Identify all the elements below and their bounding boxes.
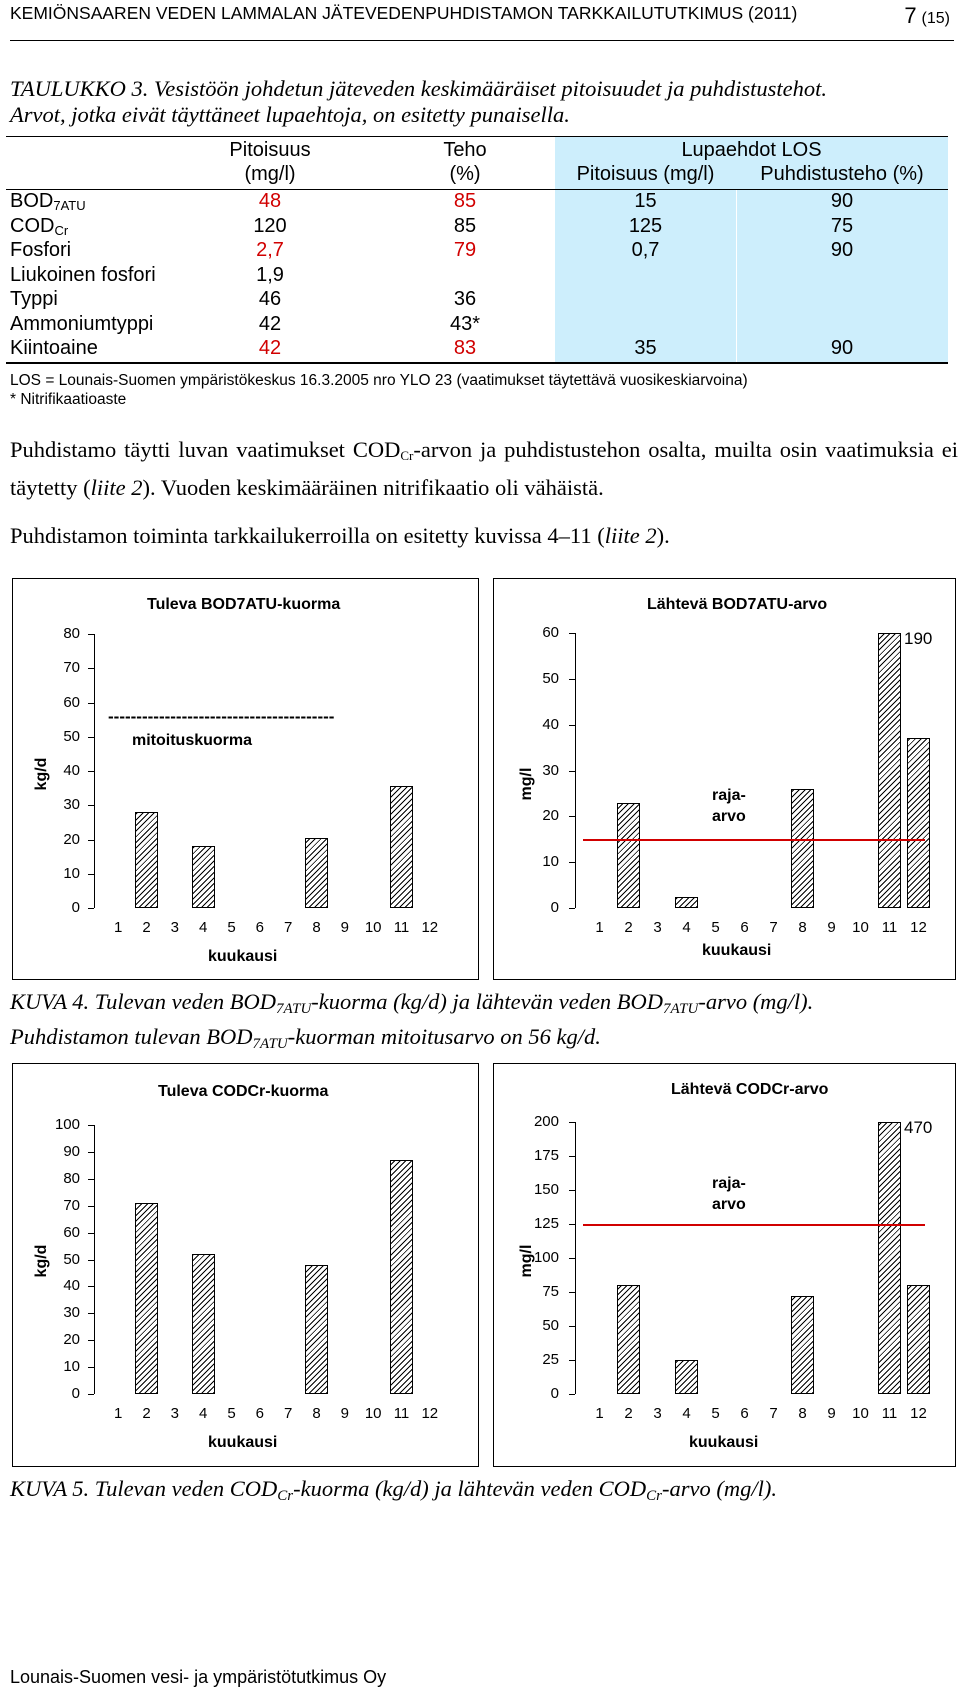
paragraph1-part-a: Puhdistamo täytti luvan vaatimukset COD: [10, 437, 401, 462]
x-tick-label: 11: [881, 919, 898, 936]
table-footnote-nitrification: * Nitrifikaatioaste: [10, 391, 127, 408]
y-tick-mark: [88, 634, 94, 635]
chart-bar: [878, 633, 901, 908]
table-footnote-los: LOS = Lounais-Suomen ympäristökeskus 16.3.2005 nro YLO 23 (vaatimukset täytettävä vuosikeskiarvoina): [10, 372, 748, 389]
x-tick-label: 9: [340, 1405, 349, 1422]
cap4-sub3: 7ATU: [252, 1036, 288, 1052]
x-tick-label: 1: [595, 919, 604, 936]
x-tick-label: 9: [827, 919, 836, 936]
cell-los-pitoisuus: 0,7: [631, 239, 660, 261]
x-tick-label: 3: [653, 919, 662, 936]
y-tick-label: 20: [63, 1331, 80, 1349]
chart-bar: [192, 846, 215, 908]
cell-los-pitoisuus: 125: [628, 214, 663, 237]
x-tick-label: 1: [113, 1405, 123, 1422]
y-tick-mark: [569, 1156, 575, 1157]
x-tick-label: 3: [170, 1405, 179, 1422]
x-axis-label: kuukausi: [208, 948, 278, 965]
y-tick-mark: [88, 1233, 94, 1234]
y-tick-mark: [569, 725, 575, 726]
header-los-pitoisuus: Pitoisuus (mg/l): [576, 163, 715, 185]
row-name-text: Typpi: [10, 288, 58, 310]
y-axis-label: mg/l: [518, 767, 535, 801]
cell-los-pitoisuus: 35: [634, 337, 657, 359]
y-tick-mark: [88, 805, 94, 806]
header-pitoisuus: Pitoisuus: [229, 139, 311, 161]
y-tick-mark: [88, 874, 94, 875]
row-name: [10, 264, 156, 287]
reference-line-dashed: ----------------------------------------: [108, 707, 335, 727]
chart-bar: [675, 1360, 698, 1394]
row-name: [10, 215, 68, 238]
y-tick-label: 0: [550, 1385, 559, 1402]
x-tick-label: 6: [740, 1405, 749, 1422]
cap4-sub2: 7ATU: [663, 1001, 699, 1017]
x-tick-label: 8: [798, 1405, 807, 1422]
row-name: [10, 313, 153, 336]
cell-los-puhdistusteho: 90: [830, 190, 854, 212]
chart-bar: [192, 1254, 215, 1394]
chart-bar: [305, 1265, 328, 1394]
cap5-c: -arvo (mg/l).: [661, 1476, 777, 1501]
paragraph1-part-b: -arvon ja puhdistustehon osalta, muilta osin vaatimuksia ei täytetty (: [10, 437, 958, 500]
x-tick-label: 7: [769, 1405, 778, 1422]
y-tick-mark: [569, 816, 575, 817]
reference-line-label-1: raja-: [712, 787, 746, 805]
table-caption-line2: Arvot, jotka eivät täyttäneet lupaehtoja, on esitetty punaisella.: [10, 102, 570, 127]
y-axis-label: mg/l: [518, 1244, 535, 1278]
y-tick-mark: [569, 1394, 575, 1395]
x-tick-label: 4: [682, 919, 691, 936]
cap4-line2a: Puhdistamon tulevan BOD: [10, 1024, 253, 1049]
x-tick-label: 6: [255, 1405, 264, 1422]
y-tick-mark: [569, 633, 575, 634]
chart-title: Tuleva CODCr-kuorma: [158, 1083, 329, 1100]
x-tick-label: 12: [910, 1405, 927, 1422]
chart-title: Tuleva BOD7ATU-kuorma: [147, 596, 341, 613]
header-teho-unit: (%): [449, 163, 481, 185]
x-tick-label: 6: [740, 919, 749, 936]
paragraph1-liite: liite 2: [90, 475, 143, 500]
reference-line-raja: [583, 839, 925, 841]
y-tick-label: 60: [63, 1223, 80, 1241]
cell-teho: 85: [453, 190, 477, 212]
x-axis-label: kuukausi: [702, 942, 772, 959]
cap4-b: -kuorma (kg/d) ja lähtevän veden BOD: [311, 989, 664, 1014]
cap5-b: -kuorma (kg/d) ja lähtevän veden COD: [293, 1476, 647, 1501]
chart-bar: [390, 786, 413, 908]
page-number: [904, 3, 950, 29]
row-name: [10, 288, 58, 311]
cap4-a: KUVA 4. Tulevan veden BOD: [10, 989, 276, 1014]
x-tick-label: 7: [769, 919, 778, 936]
y-tick-mark: [569, 1122, 575, 1123]
chart-bar: [390, 1160, 413, 1394]
x-tick-label: 5: [227, 919, 236, 936]
y-tick-label: 40: [63, 1277, 80, 1295]
row-name-text: Ammoniumtyppi: [10, 312, 154, 335]
x-tick-label: 10: [852, 919, 869, 936]
y-tick-mark: [569, 1258, 575, 1259]
table-bottom-rule: [6, 362, 948, 364]
y-tick-mark: [569, 1326, 575, 1327]
cap4-line2b: -kuorman mitoitusarvo on 56 kg/d.: [287, 1024, 601, 1049]
x-tick-label: 8: [312, 1405, 321, 1422]
row-name: [10, 190, 86, 213]
y-tick-mark: [569, 862, 575, 863]
paragraph-figures-ref: [10, 520, 950, 552]
y-tick-label: 70: [63, 659, 80, 677]
row-name: [10, 239, 71, 262]
chart-bar: [675, 897, 698, 908]
chart-title: Lähtevä BOD7ATU-arvo: [647, 596, 828, 613]
chart-bar: [135, 1203, 158, 1394]
y-tick-label: 0: [71, 899, 80, 916]
y-tick-label: 125: [533, 1215, 559, 1232]
cell-teho: 83: [453, 337, 477, 359]
chart-bar: [617, 1285, 640, 1394]
cell-pitoisuus: 120: [253, 214, 287, 237]
x-tick-label: 2: [142, 1405, 151, 1422]
x-axis-label: kuukausi: [208, 1434, 278, 1451]
x-tick-label: 4: [198, 1405, 208, 1422]
y-tick-label: 200: [533, 1113, 559, 1130]
y-tick-mark: [569, 1292, 575, 1293]
reference-line-label-1: raja-: [712, 1175, 746, 1192]
y-axis-line: [94, 634, 95, 908]
x-tick-label: 8: [312, 919, 321, 936]
y-tick-label: 60: [542, 624, 559, 641]
cell-los-puhdistusteho: 90: [830, 337, 854, 359]
cap5-a: KUVA 5. Tulevan veden COD: [10, 1476, 278, 1501]
page-number-current: 7: [904, 3, 917, 28]
header-lupaehdot: Lupaehdot LOS: [681, 139, 822, 161]
header-los-puhdistusteho: Puhdistusteho (%): [760, 163, 924, 185]
table-caption-line1: TAULUKKO 3. Vesistöön johdetun jäteveden keskimääräiset pitoisuudet ja puhdistustehot.: [10, 76, 828, 101]
y-tick-mark: [569, 908, 575, 909]
x-tick-label: 9: [340, 919, 349, 936]
y-tick-mark: [569, 679, 575, 680]
figure4-caption-line1: [10, 988, 955, 1023]
x-tick-label: 12: [421, 919, 439, 936]
paragraph2-part-a: Puhdistamon toiminta tarkkailukerroilla on esitetty kuvissa 4–11 (: [10, 523, 605, 548]
y-tick-label: 50: [542, 669, 559, 687]
header-pitoisuus-unit: (mg/l): [244, 163, 296, 185]
header-teho: Teho: [443, 139, 487, 161]
y-tick-mark: [88, 1313, 94, 1314]
chart-bar: [617, 803, 640, 908]
page-footer: Lounais-Suomen vesi- ja ympäristötutkimus Oy: [10, 1667, 387, 1687]
y-tick-label: 70: [63, 1196, 80, 1214]
figure4-caption-line2: [10, 1023, 955, 1058]
chart-bar: [878, 1122, 901, 1394]
y-tick-label: 10: [542, 853, 559, 871]
chart-title: Lähtevä CODCr-arvo: [671, 1081, 829, 1098]
table-caption: [10, 76, 950, 128]
paragraph1-part-c: ). Vuoden keskimääräinen nitrifikaatio oli vähäistä.: [142, 475, 604, 500]
cell-teho: 85: [453, 214, 477, 237]
reference-line-label-2: arvo: [712, 808, 746, 826]
x-tick-label: 5: [227, 1405, 236, 1422]
x-tick-label: 3: [170, 919, 179, 936]
x-tick-label: 4: [198, 919, 208, 936]
x-tick-label: 2: [142, 919, 151, 936]
y-tick-label: 0: [550, 899, 559, 916]
y-tick-label: 20: [542, 807, 559, 825]
y-tick-mark: [569, 1190, 575, 1191]
x-tick-label: 10: [364, 919, 382, 936]
paragraph2-part-b: ).: [656, 523, 670, 548]
y-tick-mark: [88, 1340, 94, 1341]
cell-teho: 36: [453, 288, 477, 310]
reference-line-label: mitoituskuorma: [132, 732, 253, 750]
y-tick-label: 30: [63, 796, 80, 814]
table-top-rule: [6, 136, 948, 137]
x-tick-label: 12: [421, 1405, 439, 1422]
y-tick-label: 0: [71, 1385, 80, 1402]
reference-line-label-2: arvo: [712, 1196, 746, 1213]
chart-bar: [907, 738, 930, 908]
y-tick-mark: [88, 1367, 94, 1368]
row-name-text: Fosfori: [10, 239, 72, 261]
x-tick-label: 11: [881, 1405, 898, 1422]
x-tick-label: 3: [653, 1405, 662, 1422]
cell-pitoisuus: 1,9: [256, 263, 284, 286]
x-tick-label: 1: [595, 1405, 604, 1422]
cap5-sub2: Cr: [646, 1488, 662, 1504]
chart-bar: [791, 1296, 814, 1394]
y-tick-label: 50: [542, 1317, 559, 1334]
y-tick-label: 80: [63, 1169, 80, 1187]
cell-pitoisuus: 48: [258, 190, 282, 212]
y-tick-mark: [88, 771, 94, 772]
header-rule: [10, 40, 954, 41]
y-tick-mark: [88, 703, 94, 704]
cell-pitoisuus: 2,7: [256, 239, 284, 261]
x-tick-label: 5: [711, 919, 720, 936]
cell-teho: 79: [453, 239, 477, 261]
cell-los-puhdistusteho: 90: [830, 239, 854, 261]
y-tick-mark: [88, 1394, 94, 1395]
y-tick-label: 60: [63, 693, 80, 711]
cell-los-pitoisuus: 15: [634, 190, 657, 212]
x-tick-label: 9: [827, 1405, 836, 1422]
x-tick-label: 8: [798, 919, 807, 936]
cell-pitoisuus: 42: [258, 337, 282, 359]
chart-bar: [305, 838, 328, 908]
row-name: [10, 337, 98, 360]
bar-value-label: 470: [904, 1118, 933, 1137]
y-tick-mark: [88, 1286, 94, 1287]
y-tick-mark: [88, 1206, 94, 1207]
paragraph-results: [10, 434, 958, 504]
y-tick-label: 40: [542, 715, 559, 733]
x-tick-label: 5: [711, 1405, 720, 1422]
y-tick-mark: [88, 1260, 94, 1261]
paragraph2-liite: liite 2: [604, 523, 657, 548]
y-tick-mark: [569, 1360, 575, 1361]
reference-line-raja: [583, 1224, 925, 1226]
y-tick-label: 50: [63, 727, 80, 745]
bar-value-label: 190: [904, 629, 933, 648]
y-tick-mark: [569, 771, 575, 772]
y-axis-label: kg/d: [33, 1244, 50, 1278]
row-name-text: Liukoinen fosfori: [10, 263, 156, 286]
cell-pitoisuus: 46: [258, 288, 282, 310]
x-tick-label: 7: [283, 1405, 293, 1422]
y-tick-label: 80: [63, 625, 80, 642]
cell-pitoisuus: 42: [258, 312, 282, 335]
y-tick-label: 40: [63, 762, 80, 779]
y-tick-label: 10: [63, 864, 80, 882]
x-tick-label: 2: [624, 1405, 633, 1422]
cap4-sub1: 7ATU: [276, 1001, 312, 1017]
y-tick-label: 20: [63, 830, 80, 848]
chart-bar: [135, 812, 158, 908]
y-tick-mark: [88, 908, 94, 909]
y-axis-line: [94, 1125, 95, 1394]
y-tick-mark: [88, 668, 94, 669]
x-tick-label: 6: [255, 919, 264, 936]
chart-bar: [791, 789, 814, 908]
y-tick-mark: [88, 840, 94, 841]
y-tick-label: 90: [63, 1142, 80, 1160]
figure5-caption: [10, 1476, 955, 1505]
x-tick-label: 11: [393, 919, 410, 936]
y-tick-label: 100: [54, 1116, 80, 1133]
y-tick-mark: [88, 1179, 94, 1180]
running-header-title: KEMIÖNSAAREN VEDEN LAMMALAN JÄTEVEDENPUHDISTAMON TARKKAILUTUTKIMUS (2011): [10, 3, 798, 23]
row-name-subscript: Cr: [54, 222, 69, 238]
y-tick-mark: [88, 1125, 94, 1126]
y-tick-label: 100: [533, 1249, 559, 1266]
y-tick-label: 50: [63, 1250, 80, 1268]
figure4-caption: [10, 988, 955, 1058]
cell-los-puhdistusteho: 75: [830, 214, 854, 237]
y-tick-label: 75: [542, 1283, 559, 1300]
cell-teho: 43*: [449, 312, 481, 335]
row-name-text: Kiintoaine: [10, 337, 98, 359]
y-tick-label: 175: [533, 1147, 559, 1164]
x-tick-label: 1: [113, 919, 123, 936]
x-tick-label: 11: [393, 1405, 410, 1422]
paragraph1-subscript: Cr: [400, 448, 414, 463]
y-tick-label: 150: [533, 1181, 559, 1198]
chart-bar: [907, 1285, 930, 1394]
y-tick-mark: [88, 1152, 94, 1153]
cap5-sub1: Cr: [277, 1488, 294, 1504]
cap4-c: -arvo (mg/l).: [698, 989, 814, 1014]
y-tick-label: 30: [63, 1304, 80, 1322]
y-axis-label: kg/d: [33, 757, 50, 791]
y-axis-line: [575, 1122, 576, 1394]
row-name-text: BOD: [10, 190, 54, 212]
x-tick-label: 4: [682, 1405, 691, 1422]
y-axis-line: [575, 633, 576, 908]
y-tick-mark: [88, 737, 94, 738]
row-name-text: COD: [10, 214, 55, 237]
x-tick-label: 10: [852, 1405, 869, 1422]
row-name-subscript: 7ATU: [53, 198, 86, 213]
y-tick-label: 30: [542, 761, 559, 779]
x-tick-label: 7: [283, 919, 293, 936]
x-axis-label: kuukausi: [689, 1434, 759, 1451]
x-tick-label: 2: [624, 919, 633, 936]
page-number-total: (15): [921, 10, 950, 27]
y-tick-label: 10: [63, 1358, 80, 1376]
x-tick-label: 10: [364, 1405, 382, 1422]
y-tick-mark: [569, 1224, 575, 1225]
x-tick-label: 12: [910, 919, 927, 936]
y-tick-label: 25: [542, 1351, 559, 1368]
